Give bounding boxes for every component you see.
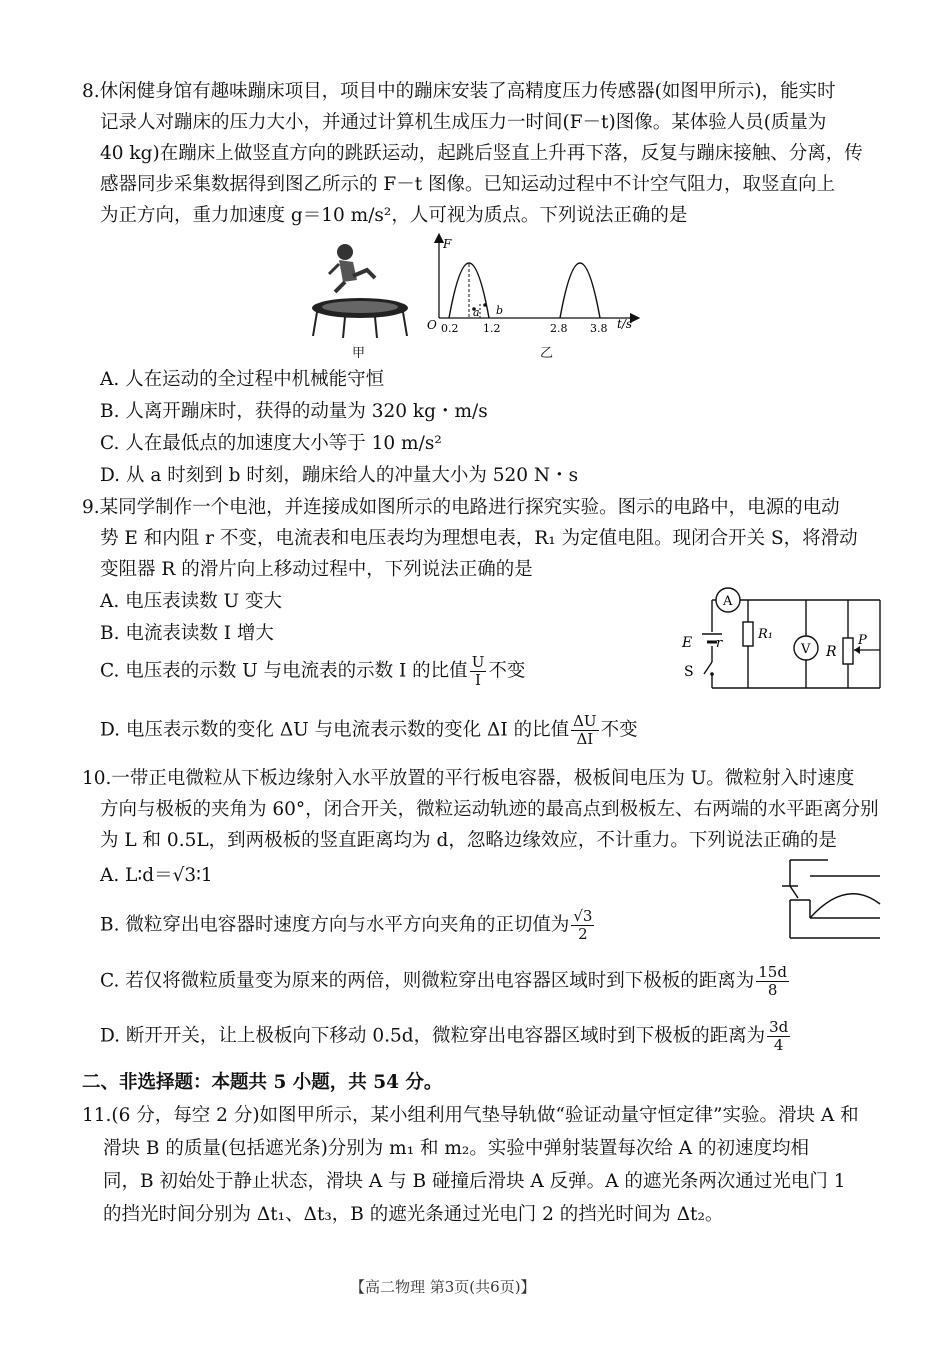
fraction: $\frac{U}{I}$ [471,653,485,689]
tick-1: 1.2 [483,322,501,335]
q8-option-d: D. 从 a 时刻到 b 时刻，蹦床给人的冲量大小为 520 N・s [100,465,579,486]
page-footer: 【高二物理 第3页(共6页)】 [350,1278,536,1296]
q11-line-2: 滑块 B 的质量(包括遮光条)分别为 m₁ 和 m₂。实验中弹射装置每次给 A 的初速度均相 [103,1138,809,1159]
origin-label: O [427,318,437,332]
y-axis-label: F [443,237,452,251]
q10-option-a: A. L∶d＝√3∶1 [100,865,213,886]
circuit-diagram [676,586,886,694]
q10-option-c: C. 若仅将微粒质量变为原来的两倍，则微粒穿出电容器区域时到下极板的距离为 $\frac{15d}{8}$ [100,963,787,999]
internal-resistance-label: r [716,636,723,651]
voltmeter-label: V [801,642,811,657]
q9-option-a: A. 电压表读数 U 变大 [100,591,282,612]
emf-label: E [682,635,693,651]
force-time-graph [425,232,650,337]
q8-line-5: 为正方向，重力加速度 g＝10 m/s²，人可视为质点。下列说法正确的是 [100,205,688,226]
q10-option-b: B. 微粒穿出电容器时速度方向与水平方向夹角的正切值为 $\frac{√3}{2}$ [100,907,593,943]
slider-label: P [858,633,867,648]
q8-option-c: C. 人在最低点的加速度大小等于 10 m/s² [100,433,442,454]
point-a: a [473,306,480,319]
q8-option-b: B. 人离开蹦床时，获得的动量为 320 kg・m/s [100,401,488,422]
tick-3: 3.8 [590,322,608,335]
point-b: b [496,304,504,317]
fraction: $\frac{15d}{8}$ [758,963,787,999]
q9-line-1: 9.某同学制作一个电池，并连接成如图所示的电路进行探究实验。图示的电路中，电源的电动 [82,497,840,518]
q8-line-4: 感器同步采集数据得到图乙所示的 F－t 图像。已知运动过程中不计空气阻力，取竖直向上 [100,174,836,195]
tick-0: 0.2 [441,322,459,335]
pulse-2 [560,263,600,318]
switch-label: S [684,664,694,680]
fig-a-caption: 甲 [352,346,366,361]
q10-line-3: 为 L 和 0.5L，到两极板的竖直距离均为 d，忽略边缘效应，不计重力。下列说法正确的是 [100,830,837,851]
q9-line-3: 变阻器 R 的滑片向上移动过程中，下列说法正确的是 [100,559,533,580]
capacitor-diagram [776,856,886,942]
q11-line-1: 11.(6 分，每空 2 分)如图甲所示，某小组利用气垫导轨做“验证动量守恒定律”实验。滑块 A 和 [82,1105,859,1126]
x-axis-label: t/s [617,317,633,331]
q10-option-d: D. 断开开关，让上极板向下移动 0.5d，微粒穿出电容器区域时到下极板的距离为 $\frac{3d}{4}$ [100,1018,789,1054]
q8-line-1: 8.休闲健身馆有趣味蹦床项目，项目中的蹦床安装了高精度压力传感器(如图甲所示)，能实时 [82,81,836,102]
q10-line-1: 10.一带正电微粒从下板边缘射入水平放置的平行板电容器，极板间电压为 U。微粒射入时速度 [82,768,855,789]
r1-label: R₁ [758,627,773,642]
ammeter-label: A [723,594,733,609]
q11-line-4: 的挡光时间分别为 Δt₁、Δt₃，B 的遮光条通过光电门 2 的挡光时间为 Δt₂。 [103,1204,724,1225]
tick-2: 2.8 [550,322,568,335]
q8-line-3: 40 kg)在蹦床上做竖直方向的跳跃运动，起跳后竖直上升再下落，反复与蹦床接触、分离，传 [100,143,863,164]
q10-line-2: 方向与极板的夹角为 60°，闭合开关，微粒运动轨迹的最高点到极板左、右两端的水平距离分别 [100,799,879,820]
q8-line-2: 记录人对蹦床的压力大小，并通过计算机生成压力一时间(F－t)图像。某体验人员(质量为 [100,112,827,133]
trampoline-figure [305,240,415,340]
fraction: $\frac{\Delta U}{\Delta I}$ [573,712,597,748]
fraction: $\frac{√3}{2}$ [573,907,593,943]
q9-option-c: C. 电压表的示数 U 与电流表的示数 I 的比值 $\frac{U}{I}$ 不变 [100,653,526,689]
q9-option-b: B. 电流表读数 I 增大 [100,623,274,644]
q9-option-d: D. 电压表示数的变化 ΔU 与电流表示数的变化 ΔI 的比值 $\frac{\Delta U}{\Delta I}$ 不变 [100,712,638,748]
fig-b-caption: 乙 [540,346,554,361]
q9-line-2: 势 E 和内阻 r 不变，电流表和电压表均为理想电表，R₁ 为定值电阻。现闭合开关 S，将滑动 [100,528,858,549]
fraction: $\frac{3d}{4}$ [769,1018,789,1054]
q11-line-3: 同，B 初始处于静止状态，滑块 A 与 B 碰撞后滑块 A 反弹。A 的遮光条两次通过光电门 1 [103,1171,846,1192]
section-2-title: 二、非选择题：本题共 5 小题，共 54 分。 [82,1072,443,1093]
q8-option-a: A. 人在运动的全过程中机械能守恒 [100,369,385,390]
rheostat-label: R [826,644,837,660]
